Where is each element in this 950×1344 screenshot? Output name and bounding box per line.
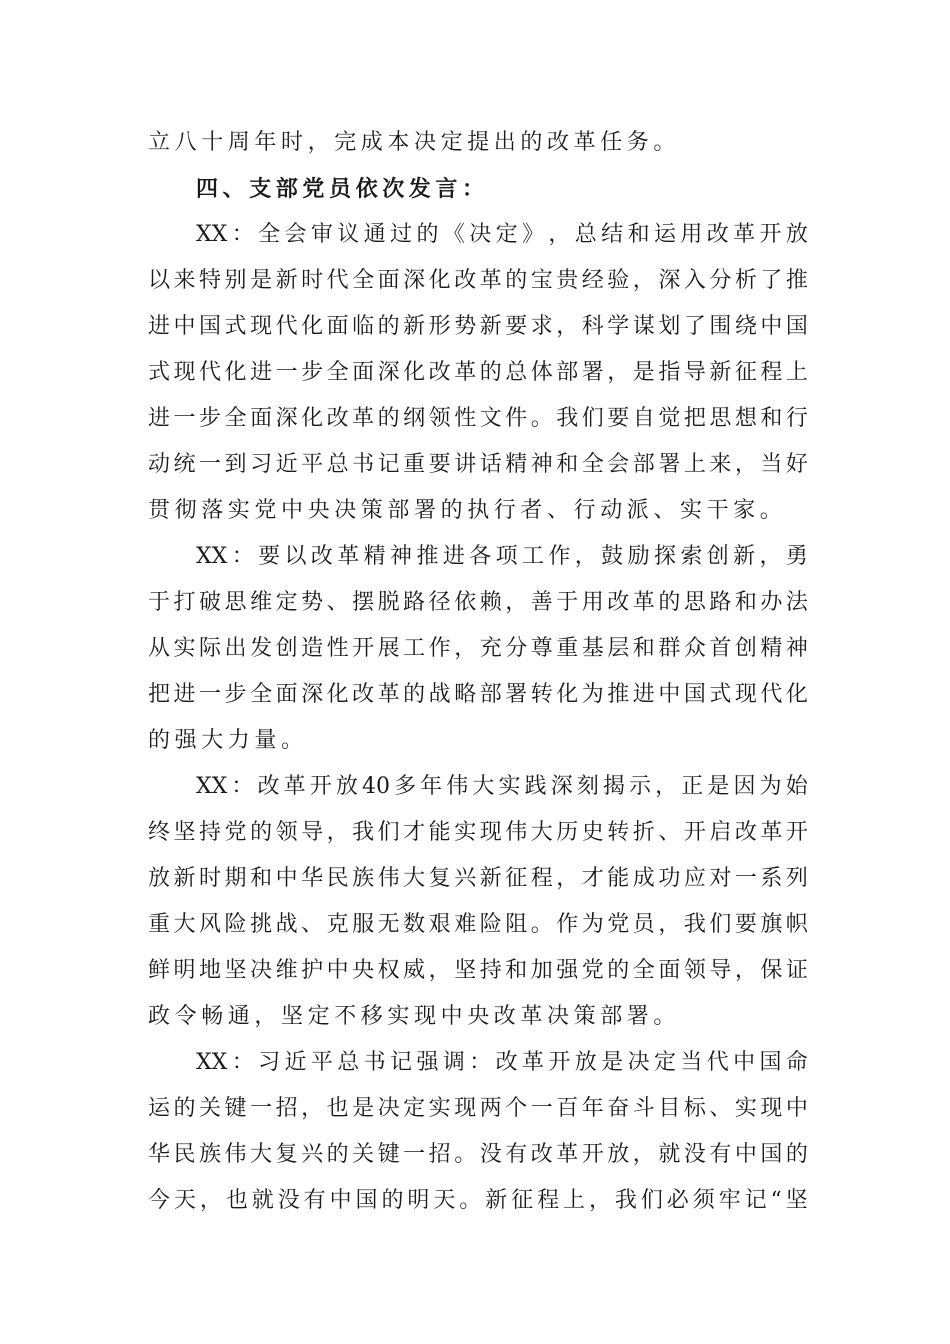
text-line: 政令畅通，坚定不移实现中央改革决策部署。	[148, 1004, 681, 1029]
text-line: 把 进 一 步 全 面 深 化 改 革 的 战 略 部 署 转 化 为 推 进 中 国 式 现 代 化	[148, 682, 808, 707]
document-page	[148, 120, 808, 1224]
text-line: 以 来 特 别 是 新 时 代 全 面 深 化 改 革 的 宝 贵 经 验 ， 深 入 分 析 了 推	[148, 268, 808, 293]
text-line: 终 坚 持 党 的 领 导 ， 我 们 才 能 实 现 伟 大 历 史 转 折 、 开 启 改 革 开	[148, 820, 808, 845]
paragraph-first-line: XX ： 改 革 开 放 40 多 年 伟 大 实 践 深 刻 揭 示 ， 正 是 因 为 始	[196, 774, 808, 799]
text-line: 进 一 步 全 面 深 化 改 革 的 纲 领 性 文 件 。 我 们 要 自 觉 把 思 想 和 行	[148, 406, 808, 431]
text-line: 重 大 风 险 挑 战 、 克 服 无 数 艰 难 险 阻 。 作 为 党 员 ， 我 们 要 旗 帜	[148, 912, 808, 937]
paragraph-first-line: XX ： 全 会 审 议 通 过 的 《 决 定 》 ， 总 结 和 运 用 改 革 开 放	[196, 222, 808, 247]
text-line: 今 天 ， 也 就 没 有 中 国 的 明 天 。 新 征 程 上 ， 我 们 必 须 牢 记 “ 坚	[148, 1188, 808, 1213]
text-line: 动 统 一 到 习 近 平 总 书 记 重 要 讲 话 精 神 和 全 会 部 署 上 来 ， 当 好	[148, 452, 808, 477]
text-line: 华 民 族 伟 大 复 兴 的 关 键 一 招 。 没 有 改 革 开 放 ， 就 没 有 中 国 的	[148, 1142, 808, 1167]
text-line: 式 现 代 化 进 一 步 全 面 深 化 改 革 的 总 体 部 署 ， 是 指 导 新 征 程 上	[148, 360, 808, 385]
text-line: 的强大力量。	[148, 728, 308, 753]
section-heading: 四、支部党员依次发言：	[196, 176, 489, 202]
text-line: 贯彻落实党中央决策部署的执行者、行动派、实干家。	[148, 498, 787, 523]
text-line: 立八十周年时，完成本决定提出的改革任务。	[148, 130, 681, 155]
text-line: 从 实 际 出 发 创 造 性 开 展 工 作 ， 充 分 尊 重 基 层 和 群 众 首 创 精 神	[148, 636, 808, 661]
text-line: 于 打 破 思 维 定 势 、 摆 脱 路 径 依 赖 ， 善 于 用 改 革 的 思 路 和 办 法	[148, 590, 808, 615]
paragraph-first-line: XX ： 习 近 平 总 书 记 强 调 ： 改 革 开 放 是 决 定 当 代 中 国 命	[196, 1050, 808, 1075]
paragraph-first-line: XX ： 要 以 改 革 精 神 推 进 各 项 工 作 ， 鼓 励 探 索 创 新 ， 勇	[196, 544, 808, 569]
text-line: 运 的 关 键 一 招 ， 也 是 决 定 实 现 两 个 一 百 年 奋 斗 目 标 、 实 现 中	[148, 1096, 808, 1121]
text-line: 鲜 明 地 坚 决 维 护 中 央 权 威 ， 坚 持 和 加 强 党 的 全 面 领 导 ， 保 证	[148, 958, 808, 983]
text-line: 进 中 国 式 现 代 化 面 临 的 新 形 势 新 要 求 ， 科 学 谋 划 了 围 绕 中 国	[148, 314, 808, 339]
text-line: 放 新 时 期 和 中 华 民 族 伟 大 复 兴 新 征 程 ， 才 能 成 功 应 对 一 系 列	[148, 866, 808, 891]
